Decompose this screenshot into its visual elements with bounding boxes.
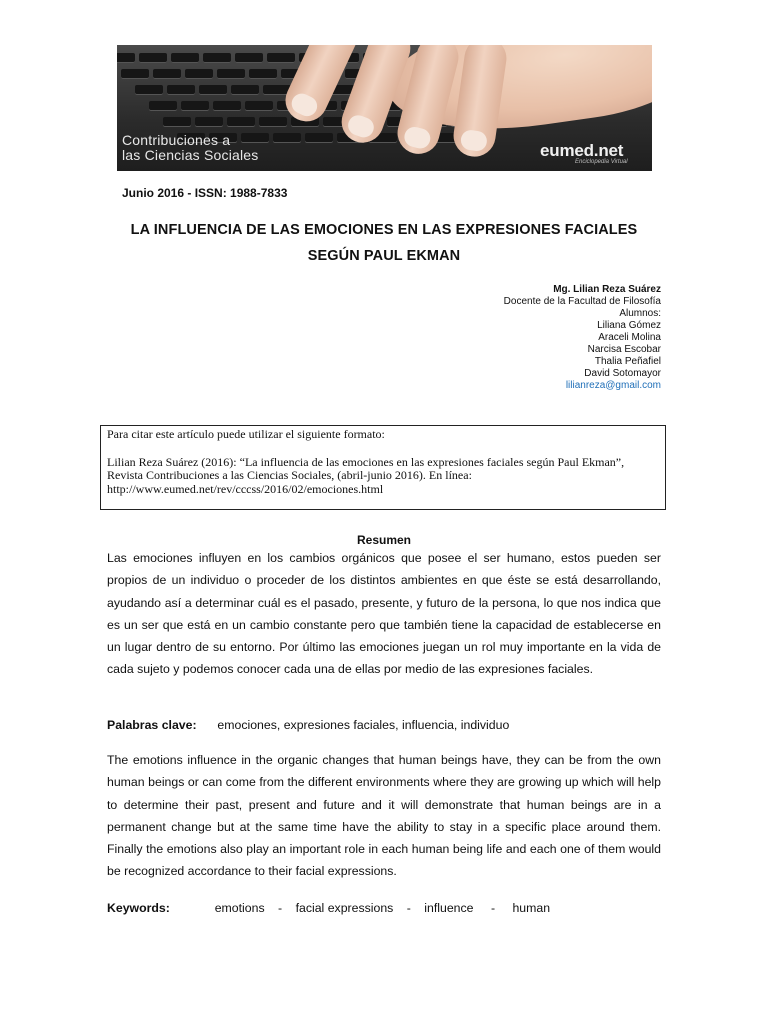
student-name: Araceli Molina <box>598 332 661 343</box>
lead-author: Mg. Lilian Reza Suárez <box>553 284 661 295</box>
keyword: human <box>512 901 551 915</box>
student-name: Narcisa Escobar <box>587 344 661 355</box>
keyword-separator: - <box>406 901 411 915</box>
eumed-logo <box>540 141 623 161</box>
resumen-heading: Resumen <box>356 533 412 547</box>
citation-line1: Lilian Reza Suárez (2016): “La influencia de las emociones en las expresiones faciales según Paul Ekman”, <box>107 454 625 469</box>
title-line1: LA INFLUENCIA DE LAS EMOCIONES EN LAS EXPRESIONES FACIALES <box>130 222 638 238</box>
title-line2: SEGÚN PAUL EKMAN <box>307 248 461 264</box>
keyword: facial expressions <box>295 901 394 915</box>
journal-name <box>122 133 282 163</box>
student-name: David Sotomayor <box>584 368 661 379</box>
student-name: Liliana Gómez <box>597 320 661 331</box>
keywords-label: Keywords: <box>107 901 170 915</box>
keyword: influence <box>424 901 474 915</box>
student-name: Thalia Peñafiel <box>594 356 661 367</box>
citation-box <box>100 425 666 510</box>
abstract-paragraph: The emotions influence in the organic changes that human beings have, they can be from the own human beings or can come from the different environments where they are growing up which will help to determine their past, present and future and it will demonstrate that human beings are in a permanent change but at the same time have the ability to stay in a specific place around them. Finally the emotions also play an important role in each human being life and each one of them would be recognized accordance to their facial expressions. <box>107 753 661 879</box>
logo-tagline: Enciclopedia Virtual <box>575 159 628 165</box>
journal-name-line2: las Ciencias Sociales <box>122 147 259 163</box>
palabras-clave-values: emociones, expresiones faciales, influencia, individuo <box>217 718 510 732</box>
citation-intro: Para citar este artículo puede utilizar el siguiente formato: <box>107 427 385 441</box>
keywords <box>107 901 550 915</box>
palabras-clave <box>107 718 509 732</box>
journal-name-line1: Contribuciones a <box>122 132 231 148</box>
affiliation: Docente de la Facultad de Filosofía <box>503 296 661 307</box>
logo-domain: .net <box>593 141 624 160</box>
keyword-separator: - <box>278 901 283 915</box>
author-block <box>504 284 661 392</box>
author-email-link[interactable]: lilianreza@gmail.com <box>565 380 661 391</box>
keyword: emotions <box>214 901 265 915</box>
citation-url[interactable]: http://www.eumed.net/rev/cccss/2016/02/emociones.html <box>107 481 384 496</box>
citation-line2: Revista Contribuciones a las Ciencias Sociales, (abril-junio 2016). En línea: <box>107 468 472 482</box>
resumen-paragraph: Las emociones influyen en los cambios orgánicos que posee el ser humano, estos pueden ser propios de un individuo o proceder de los distintos ambientes en que éste se está desarrollando, ayudando así a determinar cuál es el pasado, presente, y futuro de la persona, lo que nos indica que es un ser que está en un cambio constante pero que también tiene la capacidad de establecerse en un lugar dentro de su entorno. Por último las emociones juegan un rol muy importante en la vida de cada sujeto y podemos conocer cada una de ellas por medio de las expresiones faciales. <box>107 551 661 677</box>
students-label: Alumnos: <box>619 308 661 319</box>
article-title <box>100 217 668 269</box>
logo-main: eumed <box>540 141 594 160</box>
palabras-clave-label: Palabras clave: <box>107 718 197 732</box>
issue-line: Junio 2016 - ISSN: 1988-7833 <box>122 186 288 200</box>
keyword-separator: - <box>490 901 496 915</box>
